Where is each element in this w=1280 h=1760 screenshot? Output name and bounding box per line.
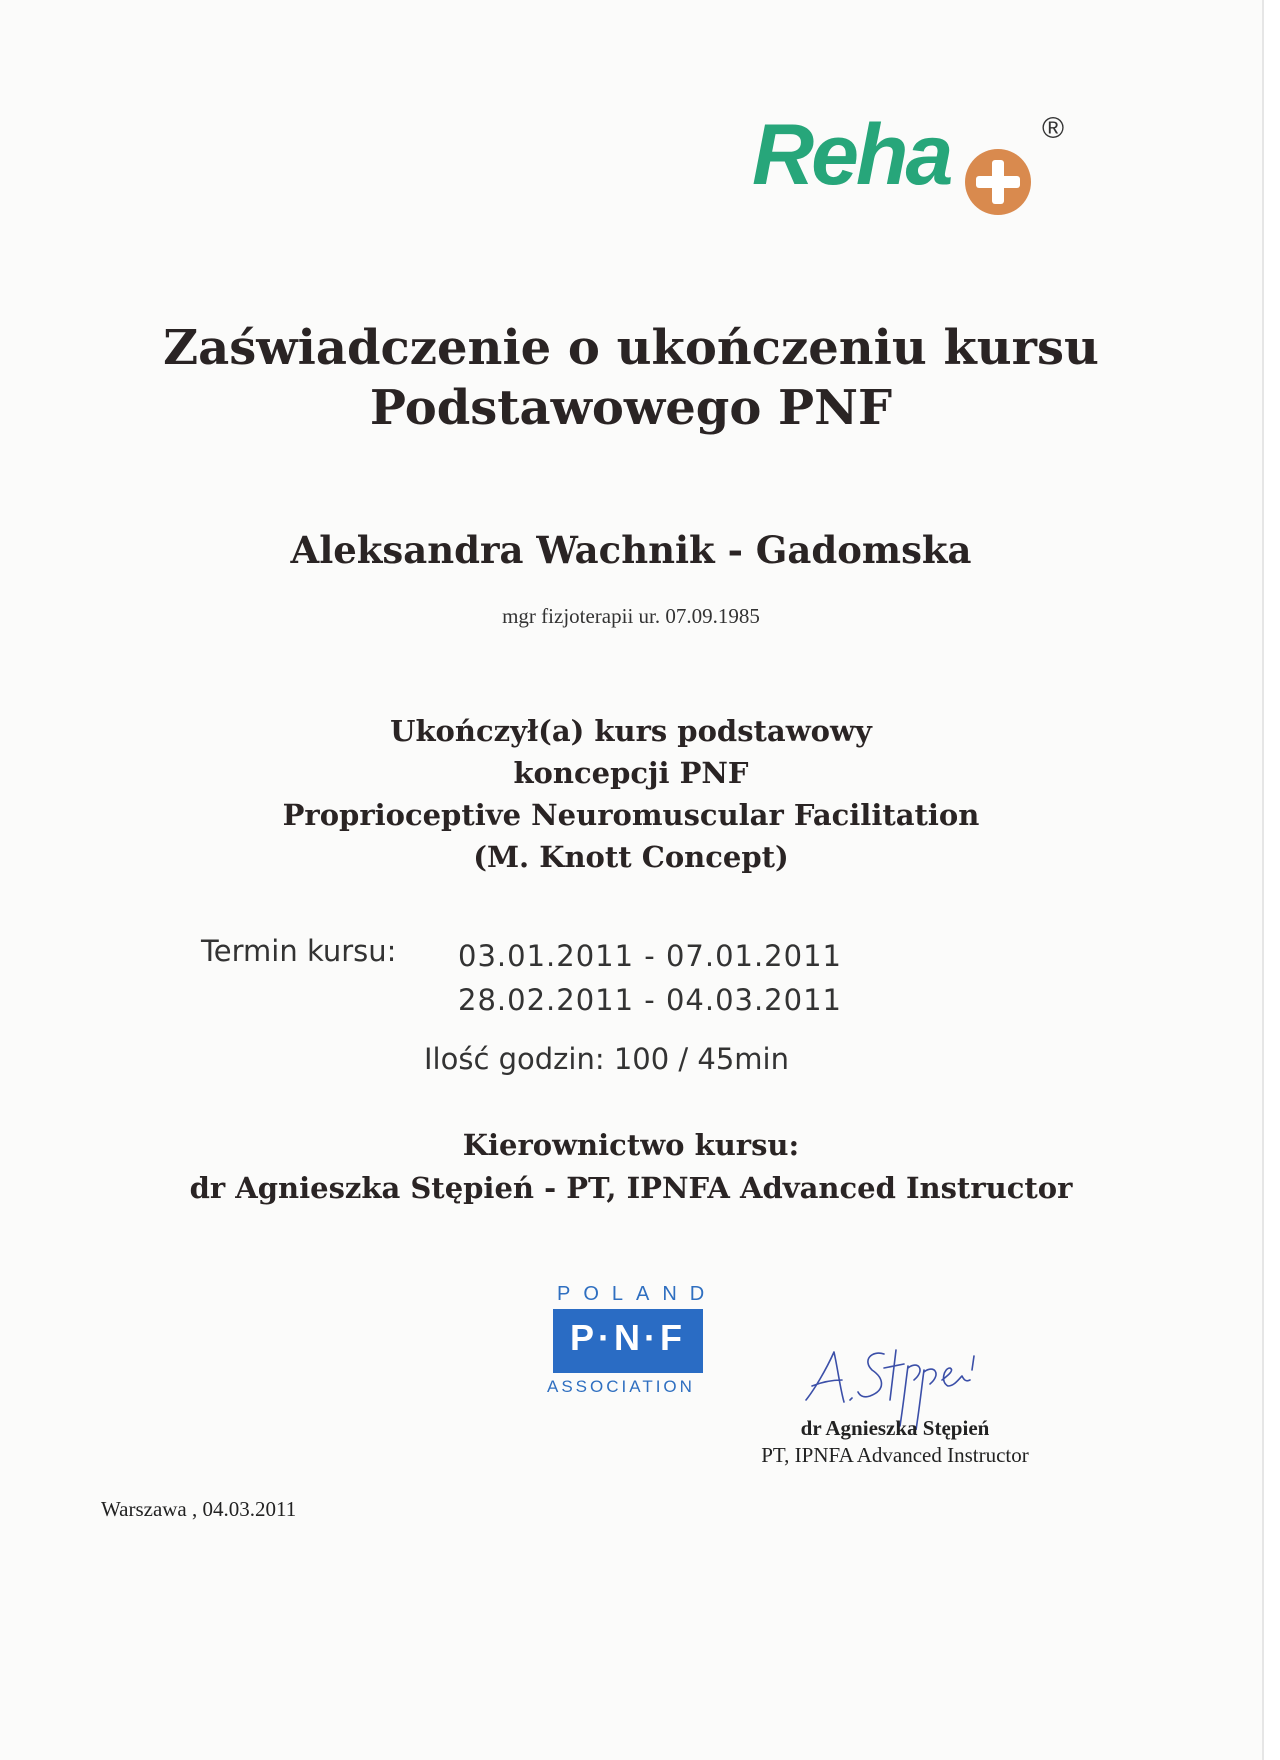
- title-line-1: Zaświadczenie o ukończeniu kursu: [163, 320, 1099, 376]
- pnf-association-logo: [547, 1283, 717, 1403]
- recipient-name: Aleksandra Wachnik - Gadomska: [290, 528, 972, 572]
- course-line-3: Proprioceptive Neuromuscular Facilitation: [282, 798, 980, 832]
- reha-logo: [752, 107, 1092, 222]
- place-and-date: Warszawa , 04.03.2011: [101, 1497, 297, 1521]
- course-leadership: [0, 1124, 1262, 1210]
- plus-circle-icon: [964, 148, 1032, 216]
- signatory-role: PT, IPNFA Advanced Instructor: [761, 1443, 1029, 1467]
- pnf-logo-top: POLAND: [557, 1283, 718, 1305]
- term-dates: [458, 934, 842, 1022]
- logo-text: Reha: [752, 107, 951, 203]
- leadership-label: Kierownictwo kursu:: [462, 1128, 800, 1162]
- course-hours: Ilość godzin: 100 / 45min: [424, 1042, 789, 1076]
- course-description: [0, 710, 1262, 878]
- signatory-name: dr Agnieszka Stępień: [800, 1416, 990, 1440]
- pnf-logo-bottom: ASSOCIATION: [547, 1377, 695, 1396]
- recipient-degree: mgr fizjoterapii ur. 07.09.1985: [502, 604, 760, 628]
- term-date-1: 03.01.2011 - 07.01.2011: [458, 939, 842, 973]
- registered-mark: ®: [1042, 112, 1065, 145]
- handwritten-signature: [792, 1330, 1002, 1430]
- pnf-logo-box: [553, 1309, 703, 1373]
- course-line-1: Ukończył(a) kurs podstawowy: [390, 714, 872, 748]
- term-date-2: 28.02.2011 - 04.03.2011: [458, 983, 842, 1017]
- course-line-2: koncepcji PNF: [513, 756, 749, 790]
- title-line-2: Podstawowego PNF: [369, 380, 893, 436]
- course-line-4: (M. Knott Concept): [473, 840, 789, 874]
- leadership-value: dr Agnieszka Stępień - PT, IPNFA Advanced Instructor: [189, 1171, 1073, 1205]
- term-label: Termin kursu:: [201, 934, 397, 968]
- certificate-title: [0, 318, 1262, 438]
- pnf-logo-letters: P·N·F: [570, 1317, 686, 1358]
